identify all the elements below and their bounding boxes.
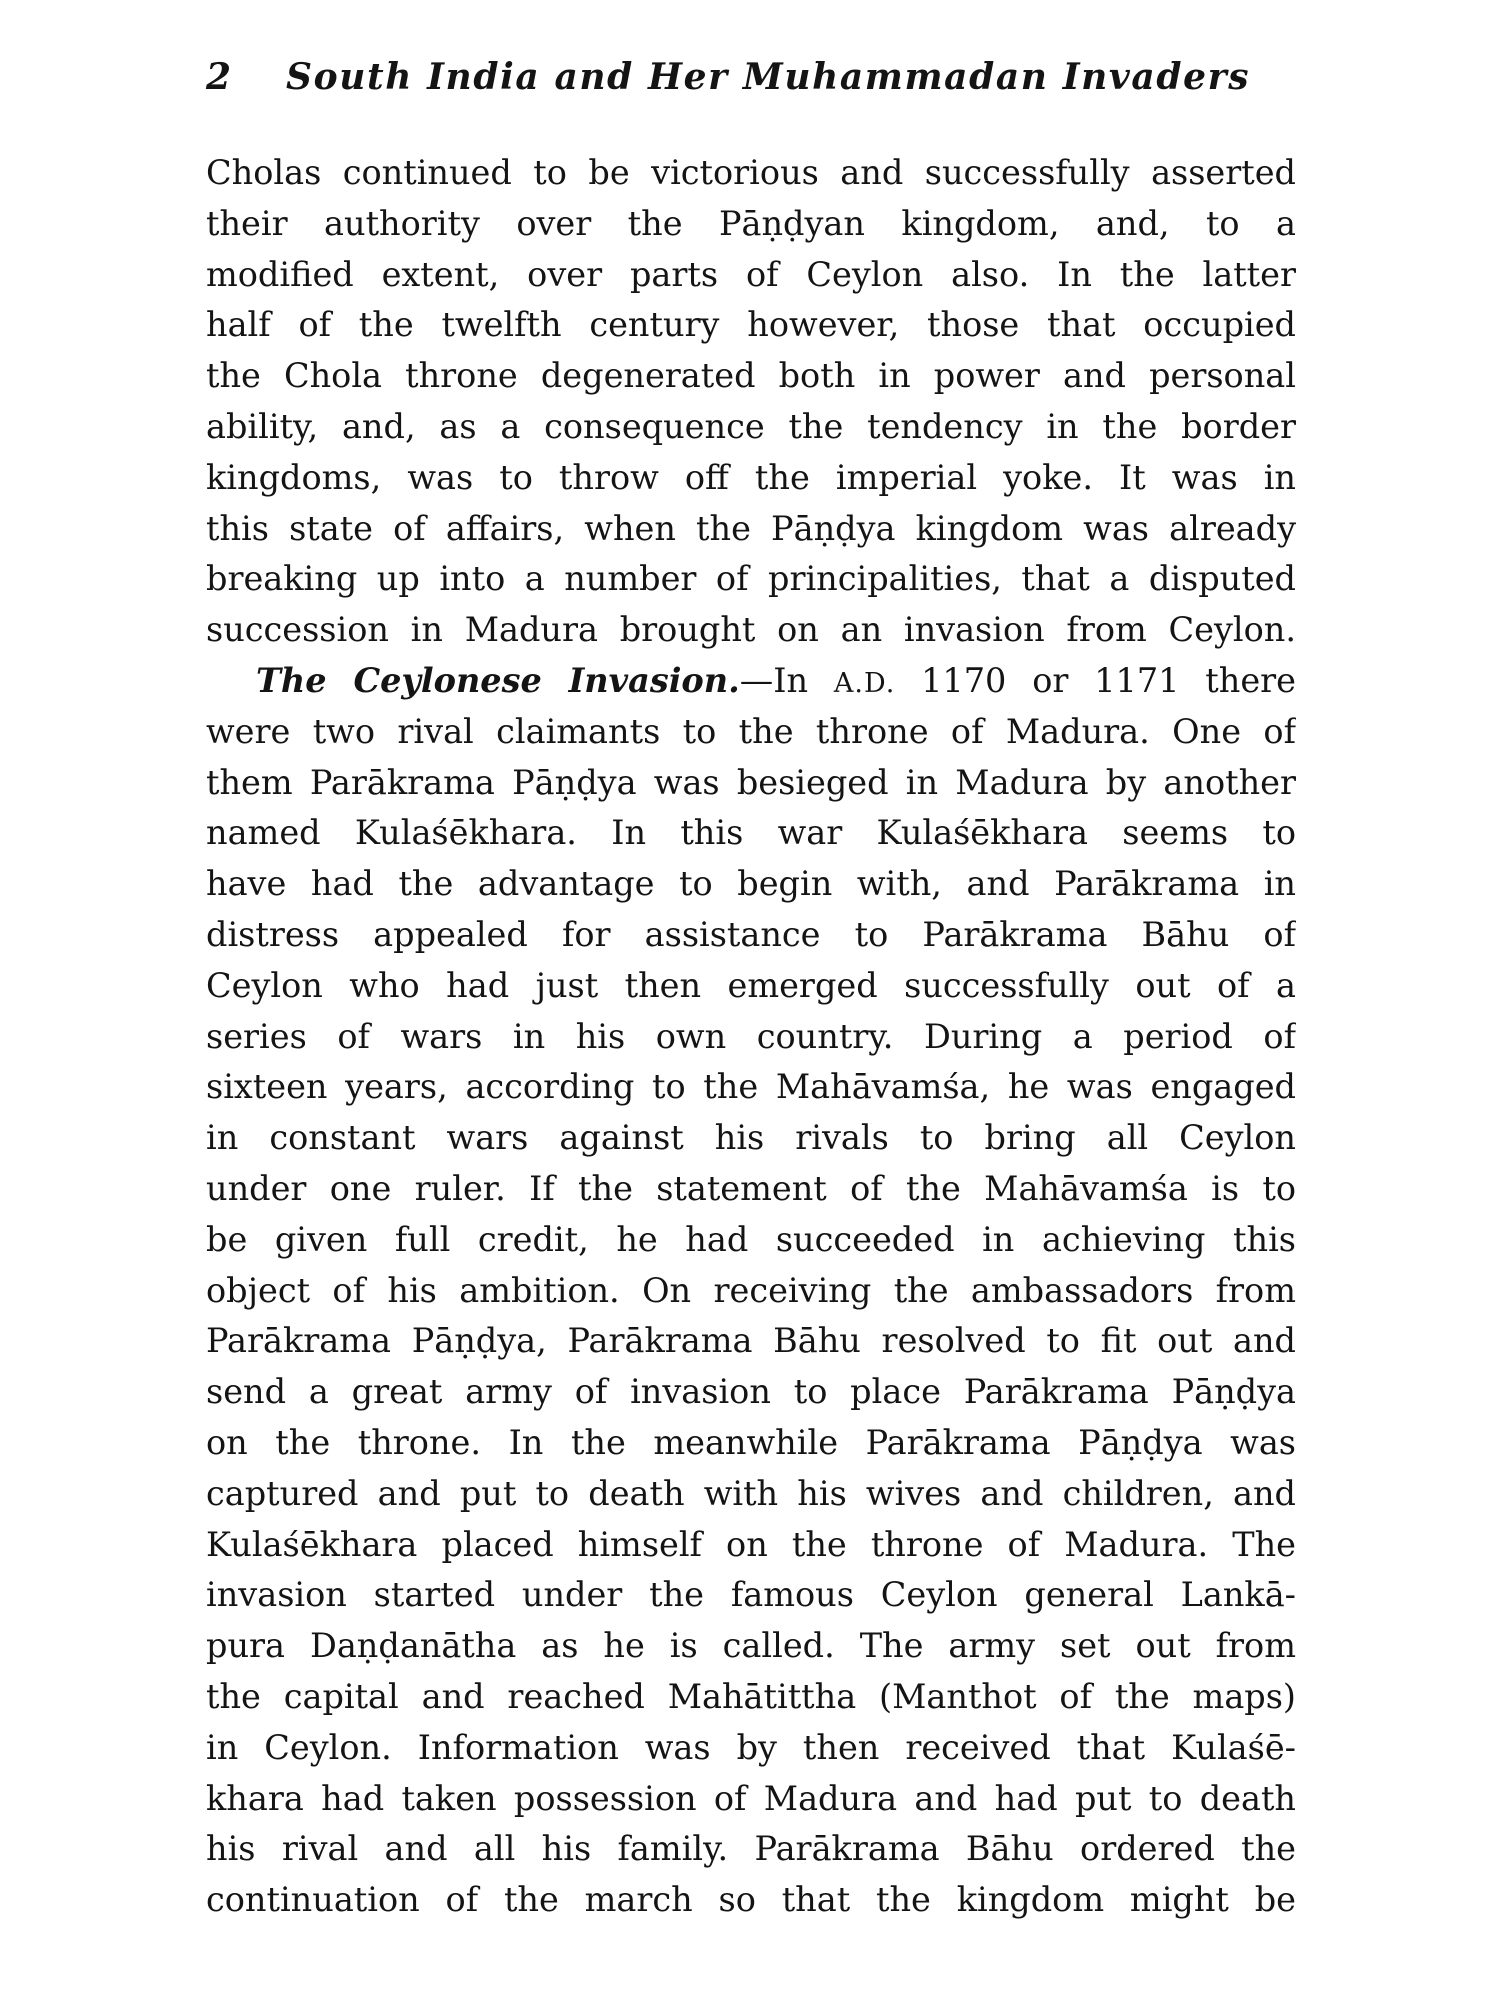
- text-line: captured and put to death with his wives and children, and: [206, 1473, 1296, 1513]
- text-line: were two rival claimants to the throne of Madura. One of: [206, 711, 1296, 751]
- text-line: this state of affairs, when the Pāṇḍya kingdom was already: [206, 508, 1296, 548]
- text-line: khara had taken possession of Madura and had put to death: [206, 1778, 1296, 1818]
- text-line: ability, and, as a consequence the tendency in the border: [206, 406, 1296, 446]
- text-line: sixteen years, according to the Mahāvamśa, he was engaged: [206, 1067, 1296, 1107]
- text-line: Cholas continued to be victorious and successfully asserted: [206, 153, 1296, 192]
- text-line-first: [206, 656, 1296, 707]
- text-line: the Chola throne degenerated both in power and personal: [206, 356, 1296, 396]
- text-line: breaking up into a number of principalities, that a disputed: [206, 559, 1296, 599]
- section-subhead: The Ceylonese Invasion.: [256, 660, 740, 700]
- era-abbreviation: A.D.: [833, 667, 896, 699]
- text-line: be given full credit, he had succeeded in achieving this: [206, 1219, 1296, 1259]
- text-line: Parākrama Pāṇḍya, Parākrama Bāhu resolved to fit out and: [206, 1321, 1296, 1361]
- text-line: send a great army of invasion to place Parākrama Pāṇḍya: [206, 1372, 1296, 1412]
- text-line: them Parākrama Pāṇḍya was besieged in Madura by another: [206, 762, 1296, 802]
- book-title: South India and Her Muhammadan Invaders: [286, 56, 1251, 98]
- text-line: Ceylon who had just then emerged successfully out of a: [206, 965, 1296, 1005]
- text-line: modified extent, over parts of Ceylon also. In the latter: [206, 254, 1296, 294]
- page-number: 2: [206, 56, 233, 98]
- text-line: pura Daṇḍanātha as he is called. The army set out from: [206, 1626, 1296, 1666]
- text-line: on the throne. In the meanwhile Parākrama Pāṇḍya was: [206, 1422, 1296, 1462]
- text-line: the capital and reached Mahātittha (Manthot of the maps): [206, 1676, 1296, 1716]
- body-text: [206, 148, 1296, 1926]
- text-line: continuation of the march so that the kingdom might be: [206, 1880, 1296, 1920]
- text-line: succession in Madura brought on an invasion from Ceylon.: [206, 610, 1296, 650]
- text-line: invasion started under the famous Ceylon general Lankā-: [206, 1575, 1296, 1615]
- paragraph-1: [206, 148, 1296, 656]
- text-line: Kulaśēkhara placed himself on the throne of Madura. The: [206, 1524, 1296, 1564]
- paragraph-2: [206, 656, 1296, 1926]
- text-line: have had the advantage to begin with, and Parākrama in: [206, 864, 1296, 904]
- text-line: kingdoms, was to throw off the imperial yoke. It was in: [206, 457, 1296, 497]
- text-line: in constant wars against his rivals to bring all Ceylon: [206, 1118, 1296, 1158]
- text-line: under one ruler. If the statement of the Mahāvamśa is to: [206, 1168, 1296, 1208]
- running-head: [206, 56, 1296, 116]
- text-fragment: 1170 or 1171 there: [921, 660, 1296, 700]
- text-line: their authority over the Pāṇḍyan kingdom, and, to a: [206, 203, 1296, 243]
- text-line: half of the twelfth century however, those that occupied: [206, 305, 1296, 345]
- text-line: distress appealed for assistance to Parākrama Bāhu of: [206, 914, 1296, 954]
- text-line: named Kulaśēkhara. In this war Kulaśēkhara seems to: [206, 813, 1296, 853]
- text-line: in Ceylon. Information was by then received that Kulaśē-: [206, 1727, 1296, 1767]
- text-fragment: —In: [739, 660, 809, 700]
- text-line: his rival and all his family. Parākrama Bāhu ordered the: [206, 1829, 1296, 1869]
- text-line: object of his ambition. On receiving the ambassadors from: [206, 1270, 1296, 1310]
- text-line: series of wars in his own country. During a period of: [206, 1016, 1296, 1056]
